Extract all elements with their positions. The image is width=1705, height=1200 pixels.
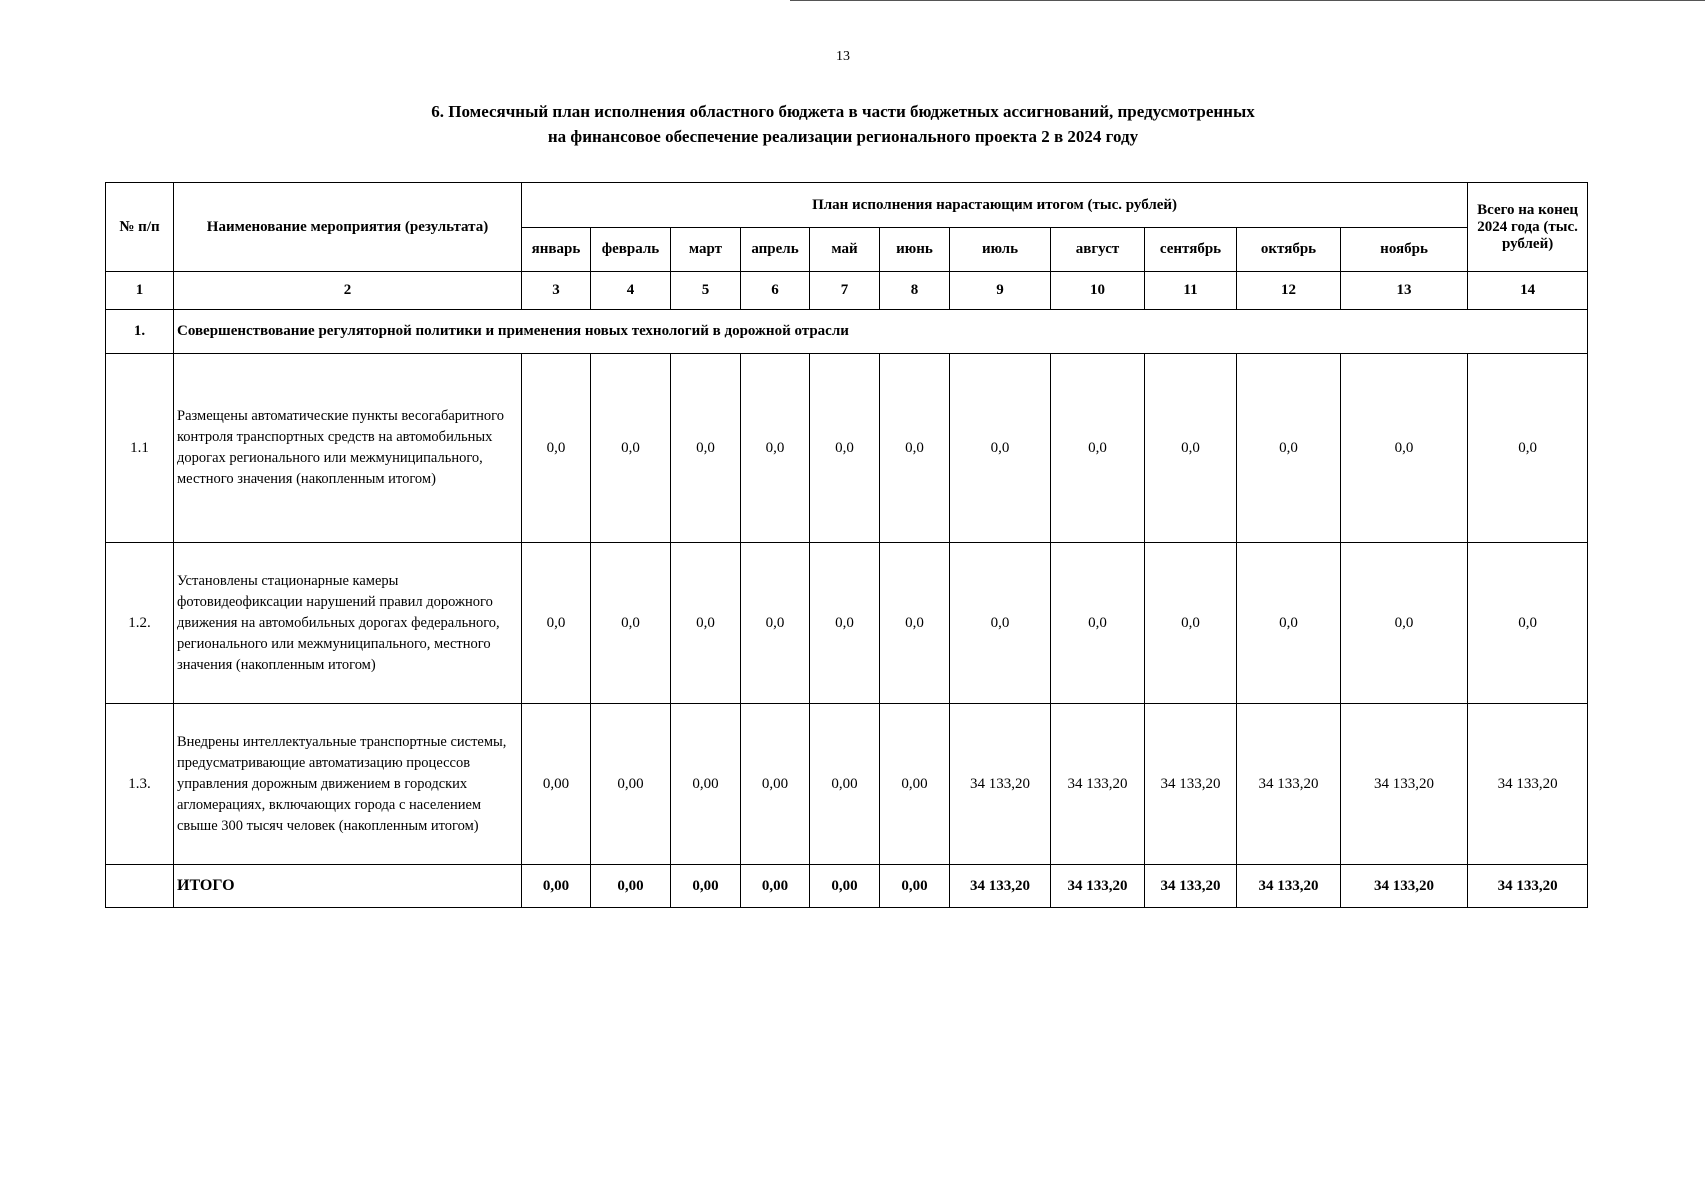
document-title-line-2: на финансовое обеспечение реализации регионального проекта 2 в 2024 году <box>547 127 1139 146</box>
month-value: 0,00 <box>880 704 950 865</box>
month-value: 0,0 <box>671 543 741 704</box>
month-value: 0,0 <box>741 354 810 543</box>
month-value: 0,0 <box>880 354 950 543</box>
row-name: Установлены стационарные камеры фотовидеофиксации нарушений правил дорожного движения на автомобильных дорогах федерального, регионального или межмуниципального, местного значения (накопленным итогом) <box>174 543 522 704</box>
totals-label: ИТОГО <box>174 865 522 908</box>
month-value: 0,00 <box>810 704 880 865</box>
month-value: 0,0 <box>880 543 950 704</box>
column-number: 1 <box>106 272 174 310</box>
header-month: сентябрь <box>1145 228 1237 272</box>
column-number: 5 <box>671 272 741 310</box>
budget-plan-table <box>105 182 1588 908</box>
section-title: Совершенствование регуляторной политики и применения новых технологий в дорожной отрасли <box>174 310 1588 354</box>
header-month: август <box>1051 228 1145 272</box>
header-month: ноябрь <box>1341 228 1468 272</box>
month-value: 0,00 <box>522 704 591 865</box>
header-month: январь <box>522 228 591 272</box>
header-month: февраль <box>591 228 671 272</box>
month-value: 0,0 <box>950 354 1051 543</box>
header-month: июль <box>950 228 1051 272</box>
month-value: 0,0 <box>1051 543 1145 704</box>
header-num: № п/п <box>106 183 174 272</box>
month-value: 0,00 <box>671 704 741 865</box>
totals-value: 34 133,20 <box>1341 865 1468 908</box>
column-number: 10 <box>1051 272 1145 310</box>
document-title <box>0 99 1686 149</box>
column-number: 14 <box>1468 272 1588 310</box>
header-total: Всего на конец 2024 года (тыс. рублей) <box>1468 183 1588 272</box>
header-plan: План исполнения нарастающим итогом (тыс. рублей) <box>522 183 1468 228</box>
header-month: октябрь <box>1237 228 1341 272</box>
column-number: 8 <box>880 272 950 310</box>
table-row <box>106 354 1588 543</box>
totals-value: 0,00 <box>671 865 741 908</box>
row-total: 0,0 <box>1468 354 1588 543</box>
month-value: 0,0 <box>1145 354 1237 543</box>
header-month: май <box>810 228 880 272</box>
row-name: Внедрены интеллектуальные транспортные системы, предусматривающие автоматизацию процессов управления дорожным движением в городских агломерациях, включающих города с населением свыше 300 тысяч человек (накопленным итогом) <box>174 704 522 865</box>
month-value: 34 133,20 <box>1341 704 1468 865</box>
header-month: июнь <box>880 228 950 272</box>
row-total: 0,0 <box>1468 543 1588 704</box>
totals-value: 0,00 <box>522 865 591 908</box>
column-number: 2 <box>174 272 522 310</box>
column-number: 3 <box>522 272 591 310</box>
month-value: 0,0 <box>1145 543 1237 704</box>
totals-value: 34 133,20 <box>1051 865 1145 908</box>
month-value: 34 133,20 <box>950 704 1051 865</box>
row-name: Размещены автоматические пункты весогабаритного контроля транспортных средств на автомобильных дорогах регионального или межмуниципального, местного значения (накопленным итогом) <box>174 354 522 543</box>
table-row <box>106 543 1588 704</box>
totals-grand-total: 34 133,20 <box>1468 865 1588 908</box>
column-number: 13 <box>1341 272 1468 310</box>
totals-value: 0,00 <box>810 865 880 908</box>
month-value: 0,0 <box>522 354 591 543</box>
month-value: 0,0 <box>1237 543 1341 704</box>
page-number: 13 <box>836 49 850 64</box>
month-value: 0,00 <box>741 704 810 865</box>
month-value: 34 133,20 <box>1051 704 1145 865</box>
totals-value: 34 133,20 <box>1145 865 1237 908</box>
totals-value: 34 133,20 <box>1237 865 1341 908</box>
month-value: 0,0 <box>671 354 741 543</box>
header-month: март <box>671 228 741 272</box>
column-number-row <box>106 272 1588 310</box>
top-rule <box>790 0 1705 1</box>
row-num: 1.2. <box>106 543 174 704</box>
month-value: 0,0 <box>741 543 810 704</box>
totals-value: 0,00 <box>591 865 671 908</box>
month-value: 34 133,20 <box>1237 704 1341 865</box>
month-value: 0,0 <box>1341 543 1468 704</box>
totals-value: 0,00 <box>880 865 950 908</box>
month-value: 0,0 <box>810 543 880 704</box>
totals-row <box>106 865 1588 908</box>
column-number: 12 <box>1237 272 1341 310</box>
month-value: 0,0 <box>1341 354 1468 543</box>
month-value: 0,0 <box>591 354 671 543</box>
month-value: 34 133,20 <box>1145 704 1237 865</box>
month-value: 0,0 <box>950 543 1051 704</box>
month-value: 0,0 <box>591 543 671 704</box>
header-month: апрель <box>741 228 810 272</box>
column-number: 9 <box>950 272 1051 310</box>
totals-value: 0,00 <box>741 865 810 908</box>
month-value: 0,0 <box>1237 354 1341 543</box>
month-value: 0,00 <box>591 704 671 865</box>
column-number: 11 <box>1145 272 1237 310</box>
document-title-line-1: 6. Помесячный план исполнения областного бюджета в части бюджетных ассигнований, предусмотренных <box>431 102 1255 121</box>
month-value: 0,0 <box>522 543 591 704</box>
header-name: Наименование мероприятия (результата) <box>174 183 522 272</box>
month-value: 0,0 <box>810 354 880 543</box>
section-num: 1. <box>106 310 174 354</box>
totals-value: 34 133,20 <box>950 865 1051 908</box>
column-number: 6 <box>741 272 810 310</box>
row-num: 1.1 <box>106 354 174 543</box>
table-row <box>106 704 1588 865</box>
section-row <box>106 310 1588 354</box>
column-number: 4 <box>591 272 671 310</box>
month-value: 0,0 <box>1051 354 1145 543</box>
row-num: 1.3. <box>106 704 174 865</box>
column-number: 7 <box>810 272 880 310</box>
row-total: 34 133,20 <box>1468 704 1588 865</box>
totals-num <box>106 865 174 908</box>
